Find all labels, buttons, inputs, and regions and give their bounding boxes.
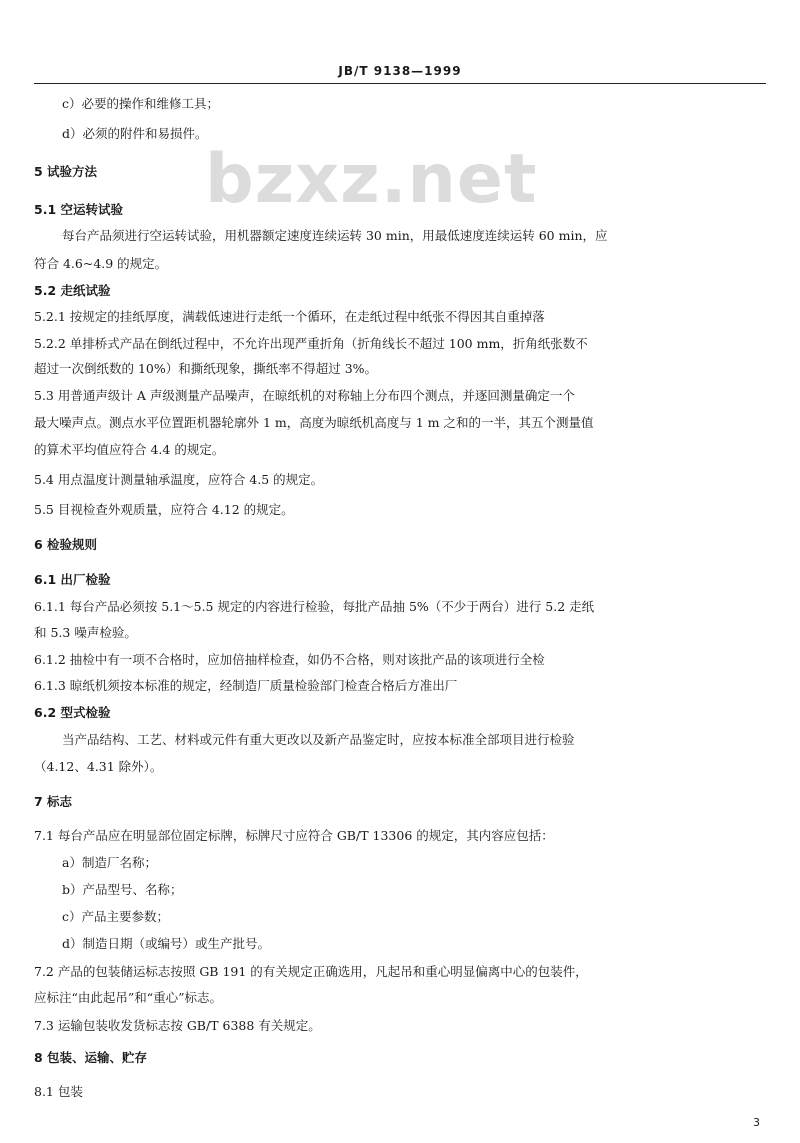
- section-heading-5: 5 试验方法: [34, 164, 98, 179]
- subsection-heading-5-1: 5.1 空运转试验: [34, 202, 123, 217]
- header-rule: [34, 83, 766, 84]
- list-item-d: d）制造日期（或编号）或生产批号。: [62, 936, 271, 951]
- subsection-heading-5-2: 5.2 走纸试验: [34, 283, 111, 298]
- paragraph-line: 当产品结构、工艺、材料或元件有重大更改以及新产品鉴定时，应按本标准全部项目进行检验: [62, 732, 575, 747]
- paragraph-line: 的算术平均值应符合 4.4 的规定。: [34, 442, 225, 457]
- clause-5-2-2: 5.2.2 单排桥式产品在倒纸过程中，不允许出现严重折角（折角线长不超过 100 mm，折角纸张数不: [34, 336, 588, 351]
- clause-7-1: 7.1 每台产品应在明显部位固定标牌，标牌尺寸应符合 GB/T 13306 的规定，其内容应包括：: [34, 828, 554, 843]
- list-item-c: c）产品主要参数；: [62, 909, 170, 924]
- watermark: bzxz.net: [205, 140, 538, 219]
- clause-5-5: 5.5 目视检查外观质量，应符合 4.12 的规定。: [34, 502, 294, 517]
- standard-header: JB/T 9138—1999: [338, 64, 462, 78]
- clause-6-1-1: 6.1.1 每台产品必须按 5.1～5.5 规定的内容进行检验，每批产品抽 5%（不少于两台）进行 5.2 走纸: [34, 599, 595, 614]
- clause-5-4: 5.4 用点温度计测量轴承温度，应符合 4.5 的规定。: [34, 472, 324, 487]
- paragraph-line: 超过一次倒纸数的 10%）和撕纸现象，撕纸率不得超过 3%。: [34, 361, 378, 376]
- clause-6-1-2: 6.1.2 抽检中有一项不合格时，应加倍抽样检查，如仍不合格，则对该批产品的该项进行全检: [34, 652, 545, 667]
- clause-7-2: 7.2 产品的包装储运标志按照 GB 191 的有关规定正确选用，凡起吊和重心明显偏离中心的包装件，: [34, 964, 588, 979]
- paragraph-line: 每台产品须进行空运转试验，用机器额定速度连续运转 30 min，用最低速度连续运转 60 min，应: [62, 228, 608, 243]
- clause-6-1-3: 6.1.3 晾纸机须按本标准的规定，经制造厂质量检验部门检查合格后方准出厂: [34, 678, 458, 693]
- clause-5-3: 5.3 用普通声级计 A 声级测量产品噪声，在晾纸机的对称轴上分布四个测点，并逐回测量确定一个: [34, 388, 575, 403]
- page-number: 3: [753, 1116, 760, 1129]
- list-item-c: c）必要的操作和维修工具；: [62, 96, 220, 111]
- paragraph-line: 和 5.3 噪声检验。: [34, 625, 137, 640]
- list-item-a: a）制造厂名称；: [62, 855, 157, 870]
- section-heading-7: 7 标志: [34, 794, 73, 809]
- paragraph-line: 符合 4.6~4.9 的规定。: [34, 256, 168, 271]
- section-heading-8: 8 包装、运输、贮存: [34, 1050, 148, 1065]
- subsection-heading-8-1: 8.1 包装: [34, 1084, 83, 1099]
- clause-5-2-1: 5.2.1 按规定的挂纸厚度，满载低速进行走纸一个循环，在走纸过程中纸张不得因其自重掉落: [34, 309, 545, 324]
- subsection-heading-6-1: 6.1 出厂检验: [34, 572, 111, 587]
- paragraph-line: 最大噪声点。测点水平位置距机器轮廓外 1 m，高度为晾纸机高度与 1 m 之和的一半，其五个测量值: [34, 415, 594, 430]
- list-item-d: d）必须的附件和易损件。: [62, 126, 208, 141]
- paragraph-line: （4.12、4.31 除外）。: [34, 759, 163, 774]
- paragraph-line: 应标注“由此起吊”和“重心”标志。: [34, 990, 223, 1005]
- section-heading-6: 6 检验规则: [34, 537, 98, 552]
- subsection-heading-6-2: 6.2 型式检验: [34, 705, 111, 720]
- clause-7-3: 7.3 运输包装收发货标志按 GB/T 6388 有关规定。: [34, 1018, 321, 1033]
- list-item-b: b）产品型号、名称；: [62, 882, 183, 897]
